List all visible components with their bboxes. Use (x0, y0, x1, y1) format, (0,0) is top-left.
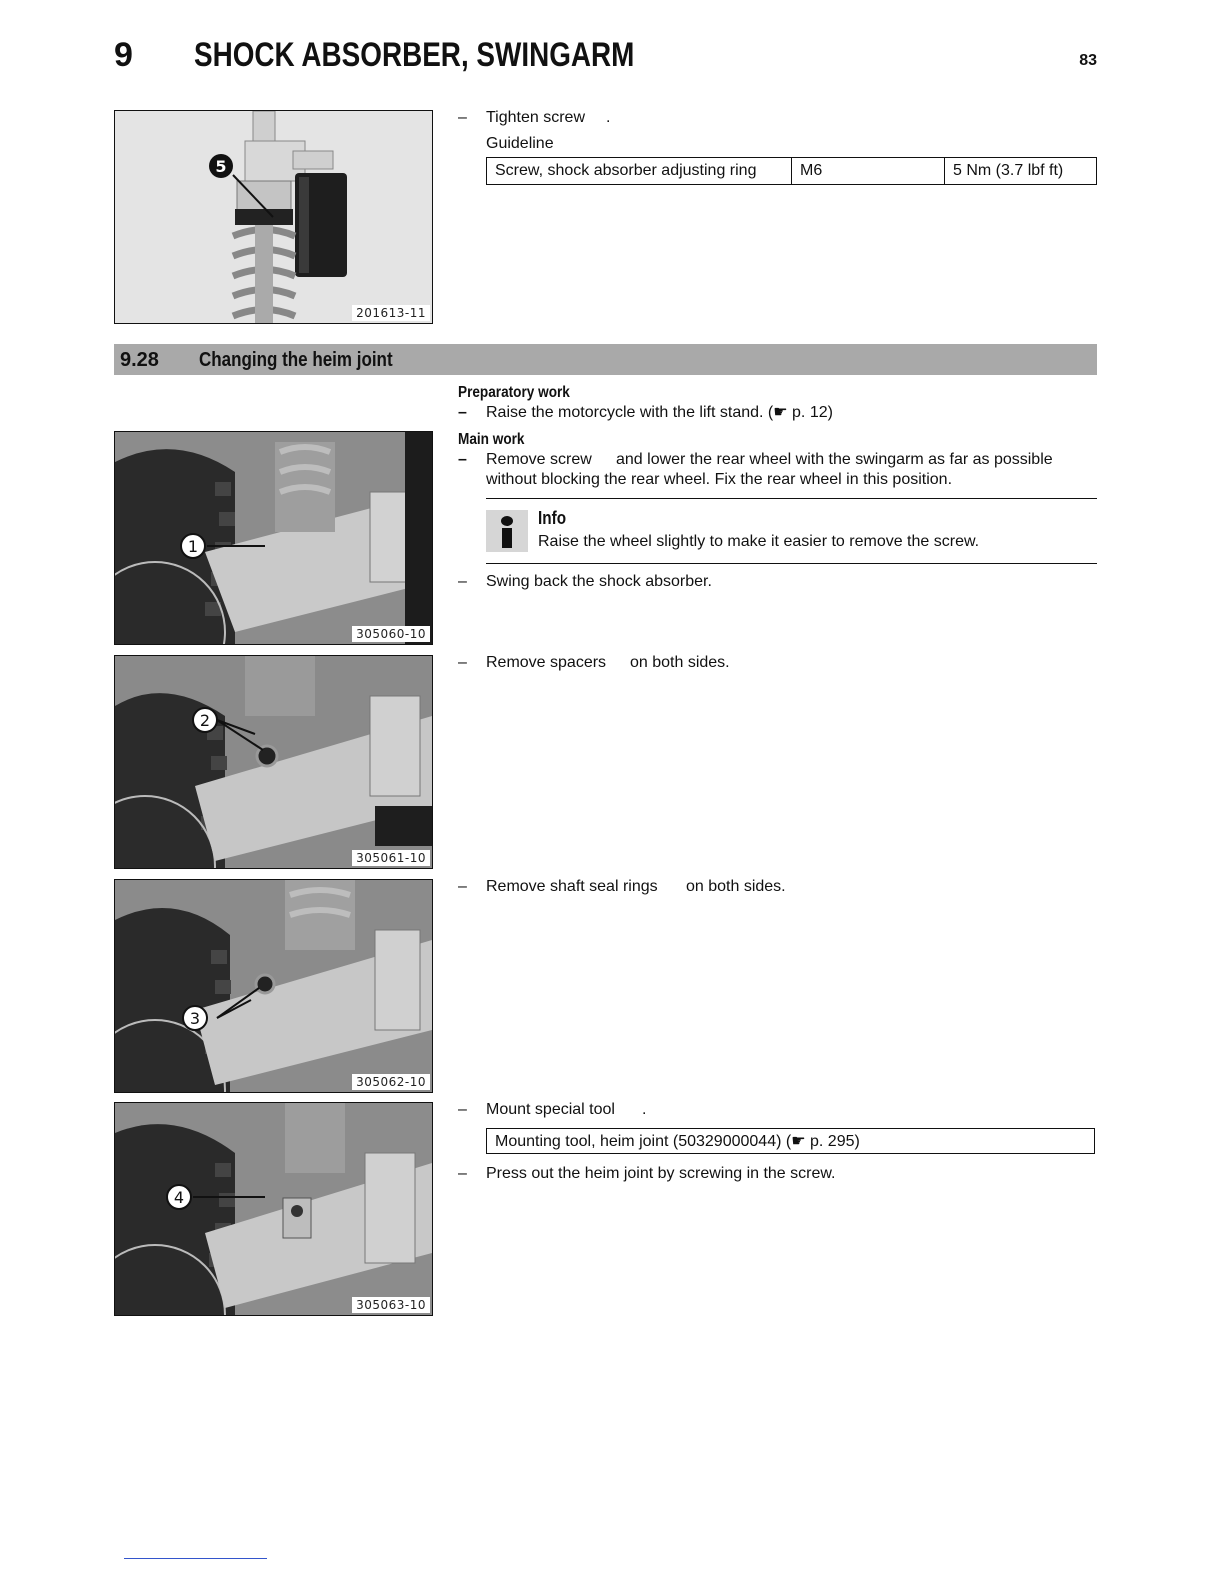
shock-absorber-photo (114, 110, 433, 324)
photo-code: 201613-11 (352, 305, 430, 321)
callout-1: 1 (187, 537, 199, 556)
step-remove-spacers-end: on both sides. (630, 654, 730, 671)
special-tool-box: Mounting tool, heim joint (50329000044) (☛ p. 295) (486, 1128, 1095, 1154)
step-remove-seal-rings: Remove shaft seal rings (486, 878, 658, 895)
swingarm-illustration (115, 880, 432, 1092)
section-title: Changing the heim joint (199, 349, 393, 371)
callout-4: 4 (173, 1188, 185, 1207)
swingarm-illustration (115, 432, 432, 644)
step-dash: – (458, 404, 467, 421)
step-mount-tool: Mount special tool (486, 1101, 615, 1118)
step-dash: – (458, 1101, 467, 1118)
step-mount-tool-end: . (642, 1101, 647, 1118)
spec-cell-thread: M6 (792, 158, 945, 185)
tool-page-ref-link[interactable]: p. 295 (810, 1133, 855, 1150)
section-header (114, 344, 1097, 375)
callout-5: 5 (215, 157, 227, 176)
photo-code: 305060-10 (352, 626, 430, 642)
pointer-icon: ☛ (791, 1133, 806, 1150)
step-dash: – (458, 109, 467, 126)
step-remove-screw-line2: without blocking the rear wheel. Fix the rear wheel in this position. (486, 471, 953, 488)
info-divider-bottom (486, 563, 1097, 564)
step-remove-screw-cont: and lower the rear wheel with the swingarm as far as possible (616, 451, 1053, 468)
step-remove-seal-rings-end: on both sides. (686, 878, 786, 895)
main-work-heading: Main work (458, 431, 525, 448)
photo-code: 305061-10 (352, 850, 430, 866)
spec-cell-torque: 5 Nm (3.7 lbf ft) (945, 158, 1097, 185)
chapter-number: 9 (114, 36, 133, 74)
pointer-icon: ☛ (773, 404, 788, 421)
spec-cell-name: Screw, shock absorber adjusting ring (487, 158, 792, 185)
step-swing-back: Swing back the shock absorber. (486, 573, 712, 590)
step-dash: – (458, 573, 467, 590)
photo-code: 305062-10 (352, 1074, 430, 1090)
photo-mount-tool (114, 1102, 433, 1316)
photo-code: 305063-10 (352, 1297, 430, 1313)
info-divider-top (486, 498, 1097, 499)
chapter-title: SHOCK ABSORBER, SWINGARM (194, 36, 635, 74)
torque-spec-table (486, 157, 1097, 185)
step-dash: – (458, 1165, 467, 1182)
photo-remove-screw (114, 431, 433, 645)
callout-3: 3 (189, 1009, 201, 1028)
info-icon (486, 510, 528, 552)
tool-name: Mounting tool, heim joint (50329000044) (495, 1133, 782, 1150)
section-number: 9.28 (120, 349, 159, 371)
shock-absorber-illustration (115, 111, 432, 323)
step-tighten-screw-end: . (606, 109, 611, 126)
preparatory-heading: Preparatory work (458, 384, 570, 401)
step-dash: – (458, 878, 467, 895)
info-text: Raise the wheel slightly to make it easier to remove the screw. (538, 533, 980, 550)
table-row (487, 158, 1097, 185)
step-remove-screw: Remove screw (486, 451, 592, 468)
swingarm-illustration (115, 1103, 432, 1315)
page-number: 83 (1079, 52, 1097, 69)
callout-2: 2 (199, 711, 211, 730)
step-dash: – (458, 654, 467, 671)
guideline-label: Guideline (486, 135, 554, 152)
footer-line (124, 1558, 267, 1559)
photo-remove-spacers (114, 655, 433, 869)
page-ref-link[interactable]: p. 12 (792, 404, 828, 421)
info-title: Info (538, 508, 567, 528)
photo-remove-seal-rings (114, 879, 433, 1093)
step-press-out: Press out the heim joint by screwing in the screw. (486, 1165, 836, 1182)
step-tighten-screw: Tighten screw (486, 109, 585, 126)
swingarm-illustration (115, 656, 432, 868)
preparatory-step: Raise the motorcycle with the lift stand. (☛ p. 12) (486, 404, 833, 421)
step-dash: – (458, 451, 467, 468)
step-remove-spacers: Remove spacers (486, 654, 607, 671)
